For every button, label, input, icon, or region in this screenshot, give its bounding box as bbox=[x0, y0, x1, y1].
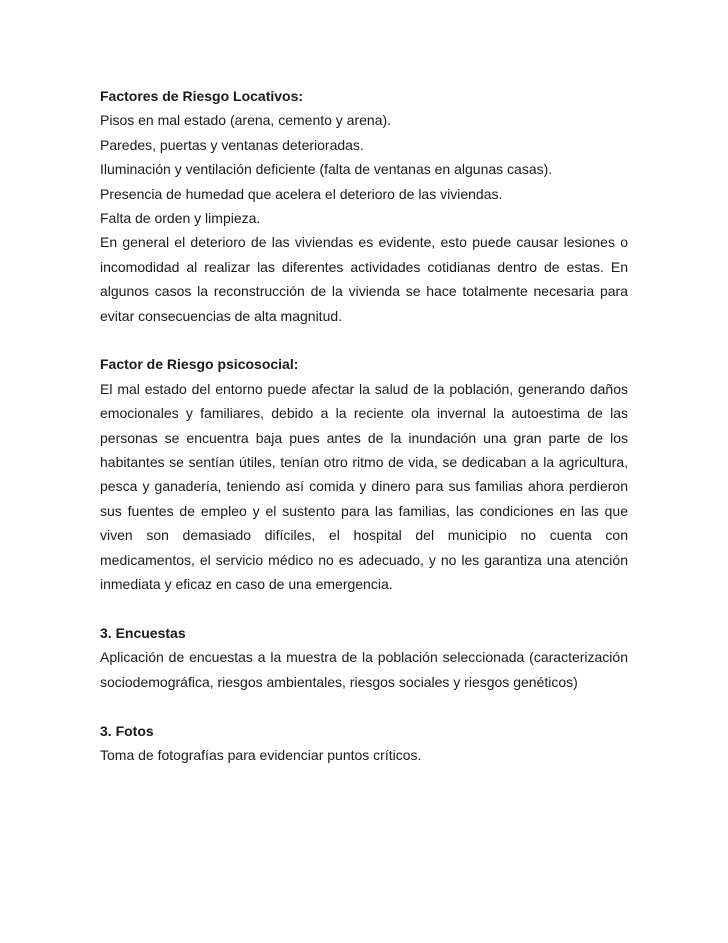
body-paragraph: El mal estado del entorno puede afectar la salud de la población, generando daños emocionales y familiares, debido a la reciente ola invernal la autoestima de las personas se encuentra baja pues antes de la inundación una gran parte de los habitantes se sentían útiles, tenían otro ritmo de vida, se dedicaban a la agricultura, pesca y ganadería, teniendo así comida y dinero para sus familias ahora perdieron sus fuentes de empleo y el sustento para las familias, las condiciones en las que viven son demasiado difíciles, el hospital del municipio no cuenta con medicamentos, el servicio médico no es adecuado, y no les garantiza una atención inmediata y eficaz en caso de una emergencia. bbox=[100, 380, 628, 593]
document-body bbox=[100, 84, 628, 792]
section-heading: Factor de Riesgo psicosocial: bbox=[100, 356, 299, 373]
list-line: Presencia de humedad que acelera el deterioro de las viviendas. bbox=[100, 185, 503, 202]
section-riesgo-locativos bbox=[100, 84, 628, 328]
list-line: Falta de orden y limpieza. bbox=[100, 210, 261, 227]
body-paragraph: Toma de fotografías para evidenciar puntos críticos. bbox=[100, 746, 422, 763]
section-heading: 3. Fotos bbox=[100, 722, 154, 739]
list-line: Iluminación y ventilación deficiente (falta de ventanas en algunas casas). bbox=[100, 161, 553, 178]
list-line: Paredes, puertas y ventanas deterioradas. bbox=[100, 136, 364, 153]
section-fotos bbox=[100, 719, 628, 768]
section-riesgo-psicosocial bbox=[100, 352, 628, 596]
body-paragraph: En general el deterioro de las viviendas es evidente, esto puede causar lesiones o incomodidad al realizar las diferentes actividades cotidianas dentro de estas. En algunos casos la reconstrucción de la vivienda se hace totalmente necesaria para evitar consecuencias de alta magnitud. bbox=[100, 234, 628, 324]
section-heading: 3. Encuestas bbox=[100, 624, 186, 641]
list-line: Pisos en mal estado (arena, cemento y arena). bbox=[100, 112, 392, 129]
body-paragraph: Aplicación de encuestas a la muestra de la población seleccionada (caracterización sociodemográfica, riesgos ambientales, riesgos sociales y riesgos genéticos) bbox=[100, 649, 628, 690]
section-heading: Factores de Riesgo Locativos: bbox=[100, 88, 304, 104]
section-encuestas bbox=[100, 621, 628, 694]
